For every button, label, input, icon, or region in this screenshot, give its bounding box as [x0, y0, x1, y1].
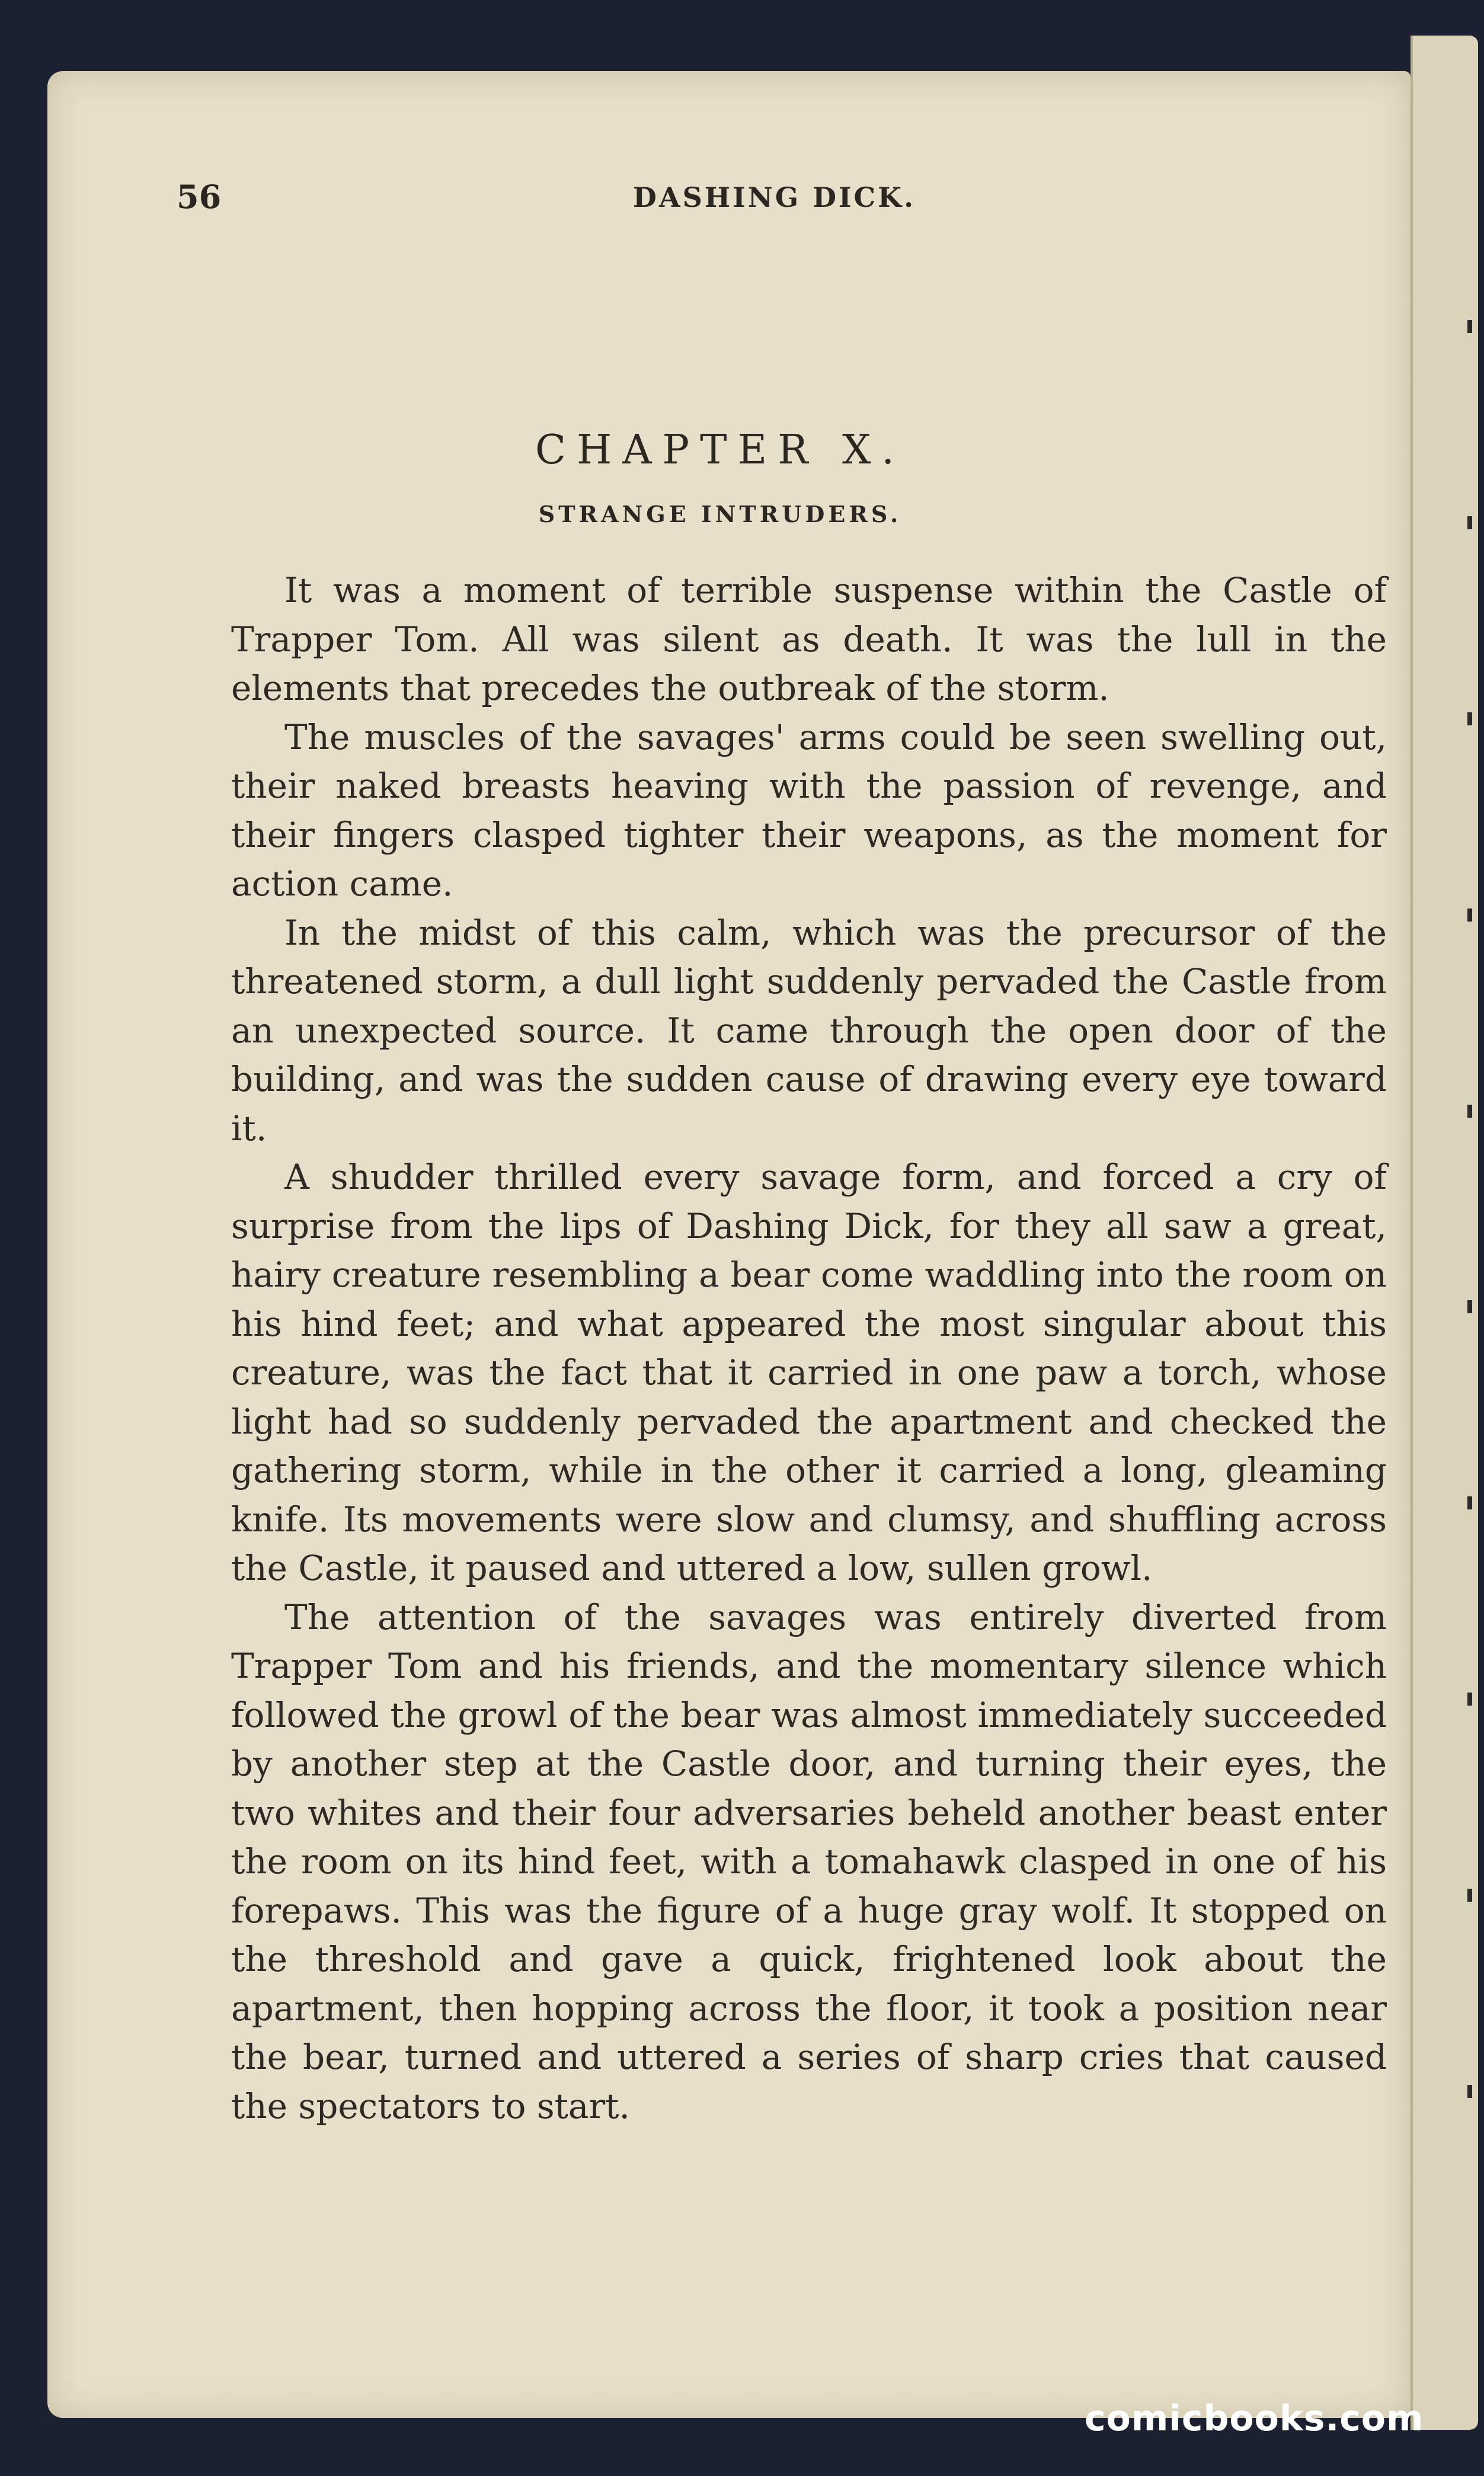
paragraph: It was a moment of terrible suspense within the Castle of Trapper Tom. All was silent as death. It was the lull in the elements that precedes the outbreak of the storm. — [231, 570, 1387, 708]
paragraph: The attention of the savages was entirely diverted from Trapper Tom and his friends, and the momentary silence which followed the growl of the bear was almost immediately succeeded by another step at the Castle door, and turning their eyes, the two whites and their four adversaries beheld another beast enter the room on its hind feet, with a tomahawk clasped in one of his forepaws. This was the figure of a huge gray wolf. It stopped on the threshold and gave a quick, frightened look about the apartment, then hopping across the floor, it took a position near the bear, turned and uttered a series of sharp cries that caused the spectators to start. — [231, 1597, 1387, 2126]
paragraph: In the midst of this calm, which was the precursor of the threatened storm, a dull light suddenly pervaded the Castle from an unexpected source. It came through the open door of the building, and was the sudden cause of drawing every eye toward it. — [231, 912, 1387, 1149]
running-head: DASHING DICK. — [633, 181, 916, 213]
paragraph: The muscles of the savages' arms could be seen swelling out, their naked breasts heaving with the passion of revenge, and their fingers clasped tighter their weapons, as the moment for action came. — [231, 716, 1387, 904]
page-header — [177, 178, 947, 219]
paragraph: A shudder thrilled every savage form, and forced a cry of surprise from the lips of Dashing Dick, for they all saw a great, hairy creature resembling a bear come waddling into the room on his hind feet; and what appeared the most singular about this creature, was the fact that it carried in one paw a torch, whose light had so suddenly pervaded the apartment and checked the gathering storm, while in the other it carried a long, gleaming knife. Its movements were slow and clumsy, and shuffling across the Castle, it paused and uttered a low, sullen growl. — [231, 1157, 1387, 1588]
body-text — [231, 566, 1387, 2130]
page-number: 56 — [177, 178, 222, 216]
chapter-title: CHAPTER X. — [535, 427, 906, 474]
edge-text-fragments — [1464, 320, 1476, 2098]
watermark: comicbooks.com — [1085, 2398, 1424, 2439]
chapter-subtitle: STRANGE INTRUDERS. — [538, 501, 902, 527]
